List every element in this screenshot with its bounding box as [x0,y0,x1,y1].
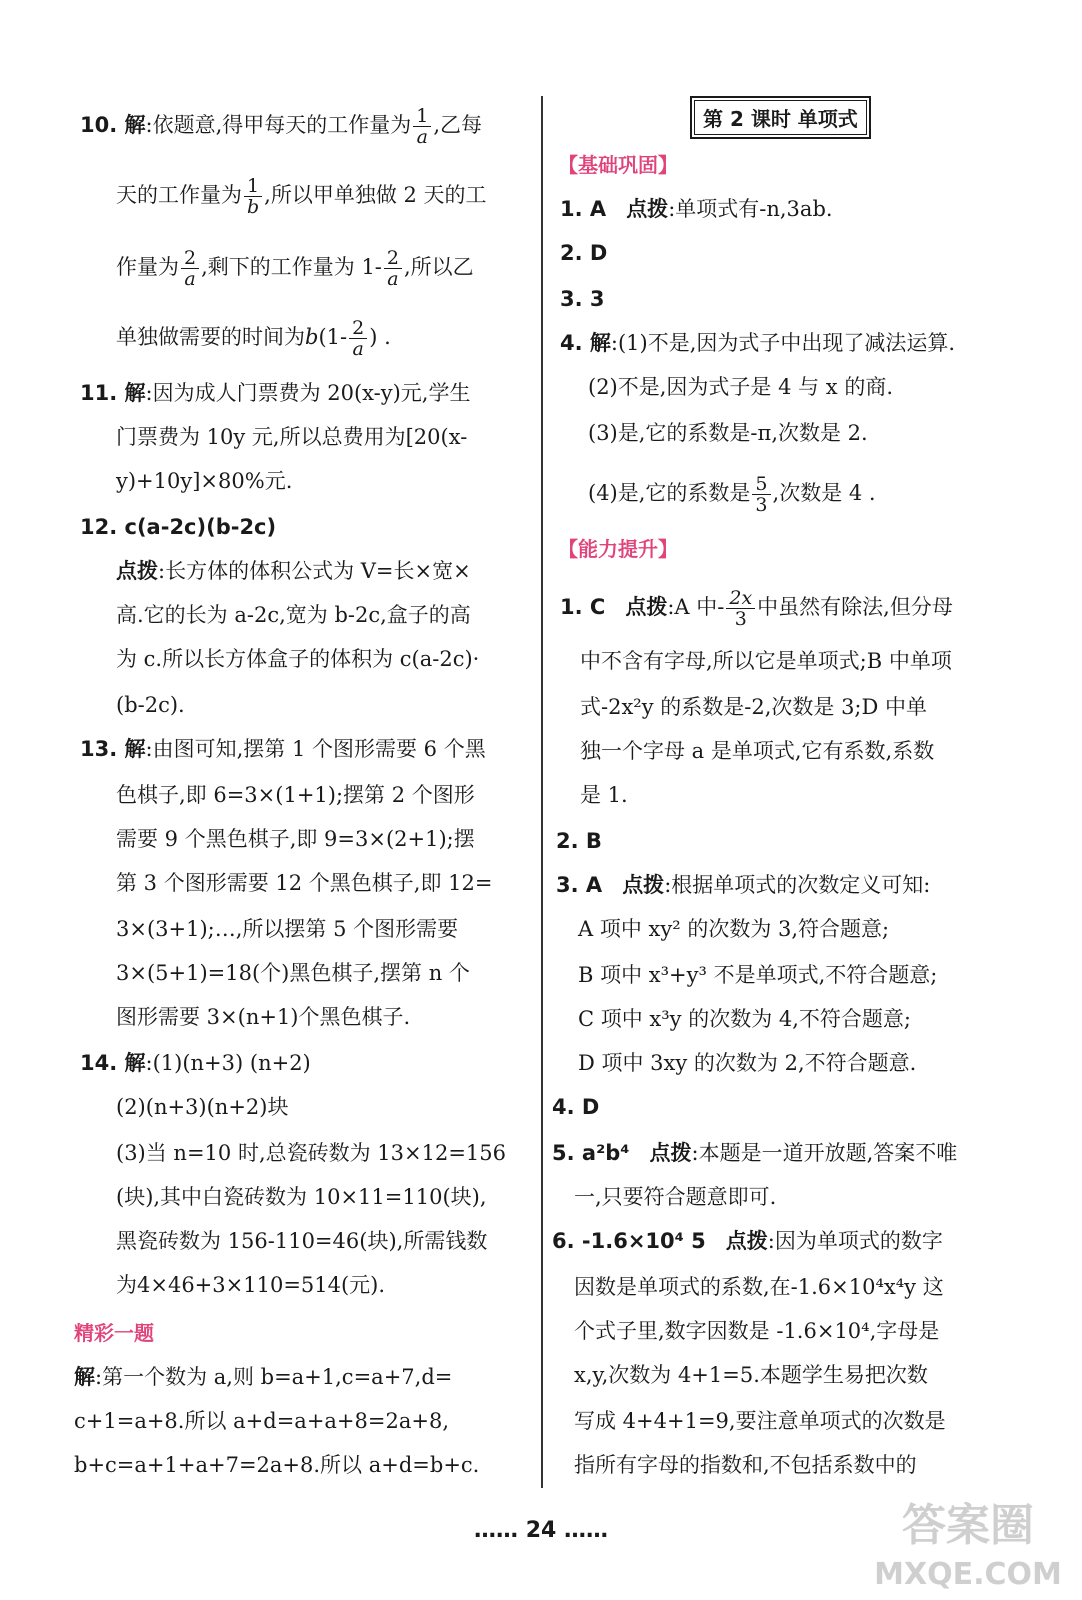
hint-label: 点拨 [725,1229,768,1253]
ability-q5-line1 [552,1138,957,1168]
ability-q3-line1 [556,870,930,900]
ability-q3-line3: B 项中 x³+y³ 不是单项式,不符合题意; [578,963,938,987]
ability-q3-line2: A 项中 xy² 的次数为 3,符合题意; [578,917,890,941]
text: :(1)(n+3) (n+2) [145,1051,311,1075]
basic-q1 [560,194,833,224]
numerator: 2 [384,248,402,269]
highlight-line1 [74,1362,452,1392]
lesson-title: 第 2 课时 单项式 [694,100,867,135]
column-divider [541,96,543,1488]
ability-q6-line3: 个式子里,数字因数是 -1.6×10⁴,字母是 [574,1319,940,1343]
highlight-line2: c+1=a+8.所以 a+d=a+a+8=2a+8, [74,1409,449,1433]
q10-line3 [116,248,474,289]
text: ,所以乙 [404,255,474,279]
q13-line6: 3×(5+1)=18(个)黑色棋子,摆第 n 个 [116,961,470,985]
basic-q4-line2: (2)不是,因为式子是 4 与 x 的商. [588,375,894,399]
q-label: 6. -1.6×10⁴ 5 [552,1229,706,1253]
ability-q6-line6: 指所有字母的指数和,不包括系数中的 [574,1453,917,1477]
q14-label: 14. 解 [80,1051,146,1075]
q12-line2 [116,556,471,586]
fraction-1-over-b [244,176,262,217]
ability-q1-line5: 是 1. [580,783,628,807]
watermark-logo [868,1488,1068,1593]
denominator: 3 [734,608,747,630]
numerator: 2 [181,248,199,269]
q11-label: 11. 解 [80,381,146,405]
lesson-title-box [690,96,871,139]
ability-q6-line5: 写成 4+4+1=9,要注意单项式的次数是 [574,1409,946,1433]
fraction-2x-over-3 [726,588,755,629]
text: :依题意,得甲每天的工作量为 [145,113,412,137]
q11-line1 [80,378,470,408]
q13-line4: 第 3 个图形需要 12 个黑色棋子,即 12= [116,871,493,895]
text: 天的工作量为 [116,183,242,207]
ability-q5-line2: 一,只要符合题意即可. [574,1185,777,1209]
fraction-2-over-a [384,248,402,289]
solution-label: 解 [74,1365,95,1389]
q14-line2: (2)(n+3)(n+2)块 [116,1095,289,1119]
ability-q1-line2: 中不含有字母,所以它是单项式;B 中单项 [580,649,952,673]
watermark-line1: 答案圈 [902,1500,1034,1551]
q12-line4: 为 c.所以长方体盒子的体积为 c(a-2c)· [116,647,480,671]
q-label: 4. 解 [560,331,611,355]
q13-line3: 需要 9 个黑色棋子,即 9=3×(2+1);摆 [116,827,475,851]
basic-q3: 3. 3 [560,287,605,311]
fraction-5-over-3 [752,474,770,515]
text: :本题是一道开放题,答案不唯 [691,1141,958,1165]
section-ability: 【能力提升】 [558,537,678,561]
q10-line4 [116,318,391,359]
denominator: b [247,196,260,218]
section-basic: 【基础巩固】 [558,153,678,177]
basic-q4-line4 [588,474,876,515]
text: :因为单项式的数字 [767,1229,943,1253]
denominator: a [184,268,196,290]
ability-q6-line4: x,y,次数为 4+1=5.本题学生易把次数 [574,1363,928,1387]
basic-q4-line1 [560,328,955,358]
hint-label: 点拨 [649,1141,692,1165]
ability-q3-line4: C 项中 x³y 的次数为 4,不符合题意; [578,1007,912,1031]
numerator: 2x [729,587,753,609]
q12-line3: 高.它的长为 a-2c,宽为 b-2c,盒子的高 [116,603,471,627]
q14-line4: (块),其中白瓷砖数为 10×11=110(块), [116,1185,487,1209]
ability-q1-line3: 式-2x²y 的系数是-2,次数是 3;D 中单 [580,695,928,719]
q12-line5: (b-2c). [116,693,185,717]
denominator: a [352,338,364,360]
denominator: 3 [755,494,768,516]
text: ) . [369,325,391,349]
ability-q3-line5: D 项中 3xy 的次数为 2,不符合题意. [578,1051,917,1075]
fraction-1-over-a [413,106,431,147]
fraction-2-over-a [181,248,199,289]
text: :(1)不是,因为式子中出现了减法运算. [610,331,956,355]
q10-label: 10. 解 [80,113,146,137]
text: :根据单项式的次数定义可知: [664,873,931,897]
q12-line1: 12. c(a-2c)(b-2c) [80,515,277,539]
ability-q6-line1 [552,1226,943,1256]
q13-line2: 色棋子,即 6=3×(1+1);摆第 2 个图形 [116,783,475,807]
ability-q2: 2. B [556,829,602,853]
q13-label: 13. 解 [80,737,146,761]
highlight-section-title: 精彩一题 [74,1321,154,1345]
q-label: 1. C [560,595,606,619]
text: :由图可知,摆第 1 个图形需要 6 个黑 [145,737,486,761]
text: ,乙每 [433,113,483,137]
text: ,所以甲单独做 2 天的工 [264,183,487,207]
q11-line3: y)+10y]×80%元. [116,469,293,493]
q-label: 1. A [560,197,607,221]
text: :第一个数为 a,则 b=a+1,c=a+7,d= [95,1365,453,1389]
q10-line1 [80,106,482,147]
q13-line7: 图形需要 3×(n+1)个黑色棋子. [116,1005,411,1029]
q11-line2: 门票费为 10y 元,所以总费用为[20(x- [116,425,468,449]
hint-label: 点拨 [622,873,665,897]
hint-label: 点拨 [625,595,668,619]
hint-label: 点拨 [116,559,158,583]
q10-line2 [116,176,487,217]
ability-q1-line1 [560,588,953,629]
page-number: …… 24 …… [474,1518,608,1543]
q14-line3: (3)当 n=10 时,总瓷砖数为 13×12=156 [116,1141,507,1165]
denominator: a [416,126,428,148]
basic-q2: 2. D [560,241,608,265]
ability-q1-line4: 独一个字母 a 是单项式,它有系数,系数 [580,739,935,763]
numerator: 1 [244,176,262,197]
text: :因为成人门票费为 20(x-y)元,学生 [145,381,471,405]
highlight-line3: b+c=a+1+a+7=2a+8.所以 a+d=b+c. [74,1453,480,1477]
text: :长方体的体积公式为 V=长×宽× [158,559,471,583]
q-label: 3. A [556,873,603,897]
text: ,次数是 4 . [772,481,876,505]
numerator: 5 [752,474,770,495]
text: 中虽然有除法,但分母 [757,595,953,619]
ability-q6-line2: 因数是单项式的系数,在-1.6×10⁴x⁴y 这 [574,1275,944,1299]
ability-q4: 4. D [552,1095,600,1119]
text: 作量为 [116,255,179,279]
q-label: 5. a²b⁴ [552,1141,630,1165]
numerator: 2 [349,318,367,339]
fraction-2-over-a [349,318,367,359]
text: (1- [318,325,348,349]
q14-line1 [80,1048,311,1078]
q14-line5: 黑瓷砖数为 156-110=46(块),所需钱数 [116,1229,488,1253]
basic-q4-line3: (3)是,它的系数是-π,次数是 2. [588,421,868,445]
text: 单独做需要的时间为 [116,325,305,349]
denominator: a [387,268,399,290]
hint-label: 点拨 [626,197,669,221]
q13-line5: 3×(3+1);…,所以摆第 5 个图形需要 [116,917,459,941]
numerator: 1 [413,106,431,127]
var-b: b [305,325,319,349]
text: :A 中- [667,595,725,619]
text: (4)是,它的系数是 [588,481,751,505]
watermark-line2: MXQE.COM [874,1557,1062,1592]
q13-line1 [80,734,486,764]
text: :单项式有-n,3ab. [668,197,833,221]
q14-line6: 为4×46+3×110=514(元). [116,1273,386,1297]
text: ,剩下的工作量为 1- [201,255,382,279]
